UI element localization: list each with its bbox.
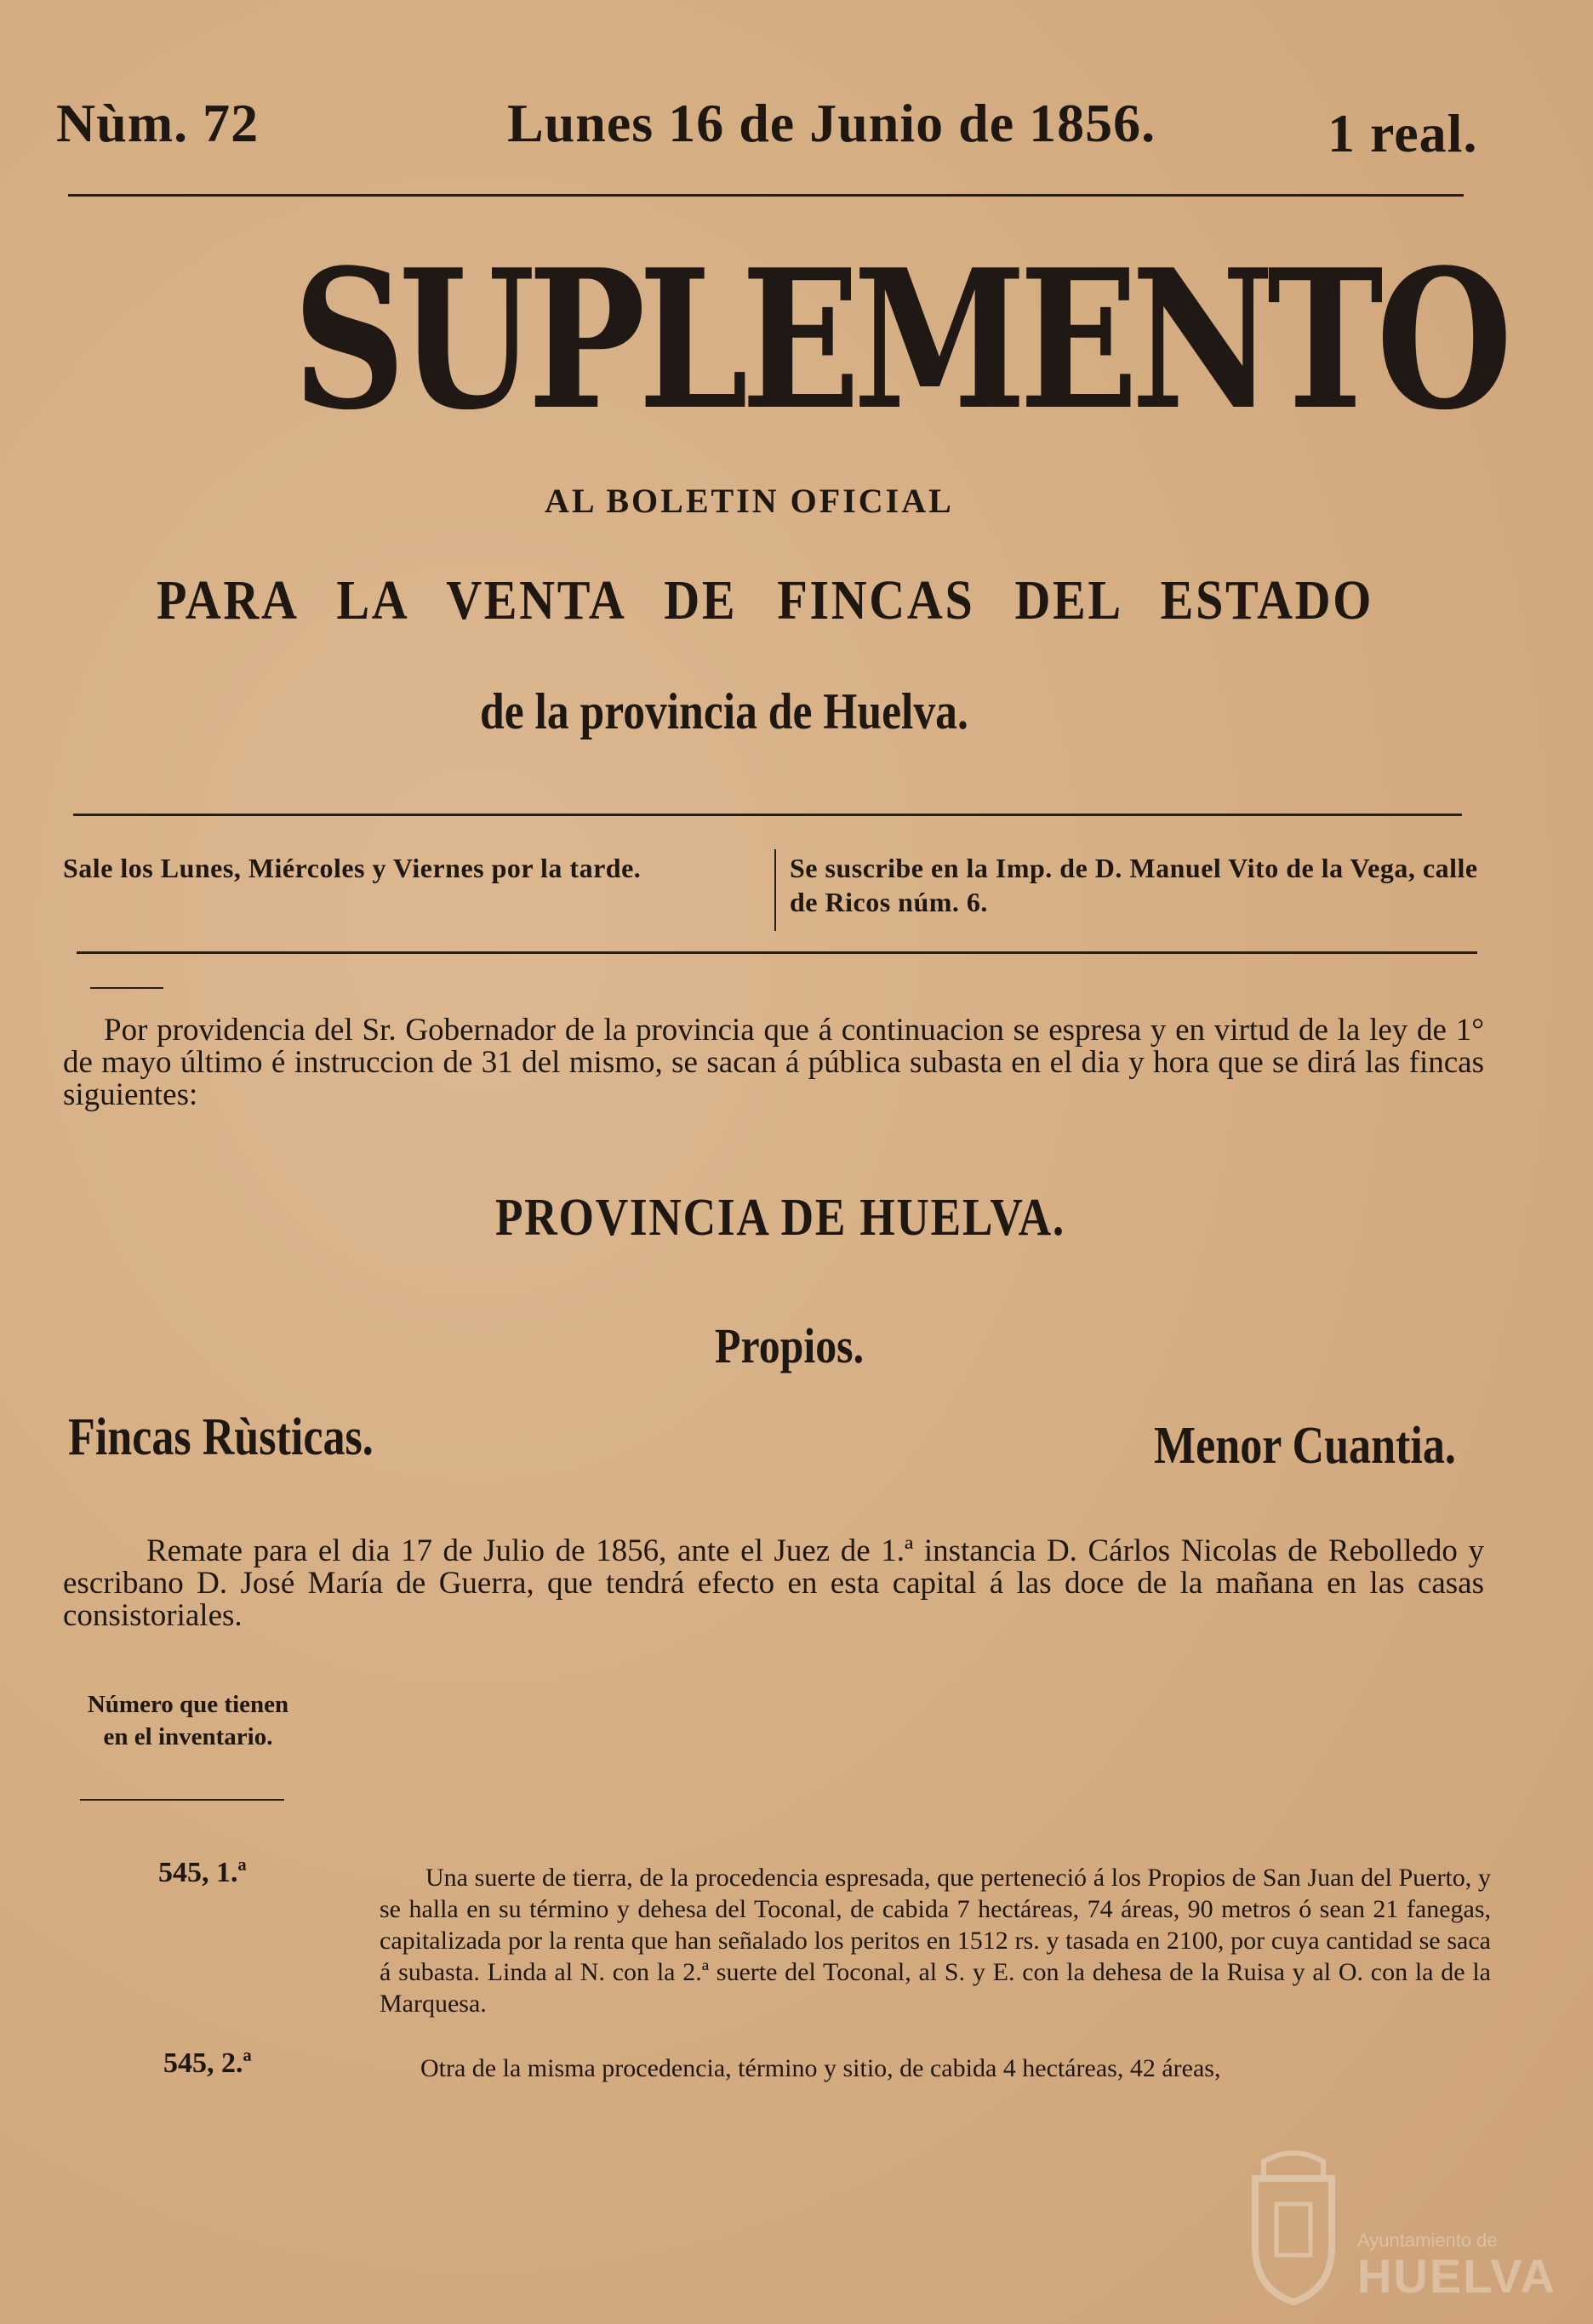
- masthead-title: SUPLEMENTO: [293, 228, 1505, 453]
- province-heading: PROVINCIA DE HUELVA.: [495, 1189, 1065, 1247]
- category-heading: Propios.: [715, 1318, 865, 1373]
- entry-text: Otra de la misma procedencia, término y sitio, de cabida 4 hectáreas, 42 áreas,: [420, 2054, 1221, 2082]
- issue-number: Nùm. 72: [56, 93, 260, 153]
- inventory-rule: [80, 1799, 284, 1801]
- entry-number: 545, 2.ª: [163, 2047, 252, 2079]
- entry-number: 545, 1.ª: [158, 1857, 247, 1888]
- pubinfo-bottom-rule: [77, 951, 1477, 954]
- fincas-rusticas-heading: Fincas Rùsticas.: [68, 1408, 374, 1466]
- pubinfo-top-rule: [73, 814, 1462, 816]
- remate-paragraph: Remate para el dia 17 de Julio de 1856, ante el Juez de 1.ª instancia D. Cárlos Nicolas de Rebolledo y escribano D. José María de Guerra, que tendrá efecto en esta capital á las doce de la mañana en las casas consistoriales.: [63, 1533, 1484, 1633]
- inventory-header: Número que tienen en el inventario.: [87, 1691, 289, 1750]
- watermark-small-text: Ayuntamiento de: [1357, 2230, 1498, 2251]
- header-rule: [68, 194, 1464, 197]
- menor-cuantia-heading: Menor Cuantia.: [1154, 1417, 1456, 1475]
- huelva-watermark: [1238, 2144, 1556, 2306]
- pubinfo-divider: [774, 849, 776, 931]
- watermark-big-text: HUELVA: [1357, 2249, 1556, 2303]
- coat-of-arms-icon: [1238, 2144, 1349, 2306]
- short-dash: [90, 987, 163, 989]
- issue-price: 1 real.: [1328, 103, 1478, 163]
- publication-schedule: Sale los Lunes, Miércoles y Viernes por la tarde.: [63, 853, 642, 883]
- masthead-subtitle-1: AL BOLETIN OFICIAL: [545, 482, 954, 520]
- entry-text: Una suerte de tierra, de la procedencia espresada, que perteneció á los Propios de San Juan del Puerto, y se halla en su término y dehesa del Toconal, de cabida 7 hectáreas, 74 áreas, 90 metros ó sean 21 fanegas, capitalizada por la renta que han señalado los peritos en 1512 rs. y tasada en 2100, por cuya cantidad se saca á subasta. Linda al N. con la 2.ª suerte del Toconal, al S. y E. con la dehesa de la Ruisa y al O. con la de la Marquesa.: [380, 1864, 1491, 2018]
- intro-paragraph: Por providencia del Sr. Gobernador de la provincia que á continuacion se espresa y en virtud de la ley de 1° de mayo último é instruccion de 31 del mismo, se sacan á pública subasta en el dia y hora que se dirá las fincas siguientes:: [63, 1013, 1484, 1112]
- masthead-subtitle-2: PARA LA VENTA DE FINCAS DEL ESTADO: [157, 569, 1374, 631]
- issue-date: Lunes 16 de Junio de 1856.: [507, 93, 1156, 153]
- masthead-subtitle-3: de la provincia de Huelva.: [480, 683, 968, 739]
- publication-subscription: Se suscribe en la Imp. de D. Manuel Vito de la Vega, calle de Ricos núm. 6.: [790, 853, 1478, 917]
